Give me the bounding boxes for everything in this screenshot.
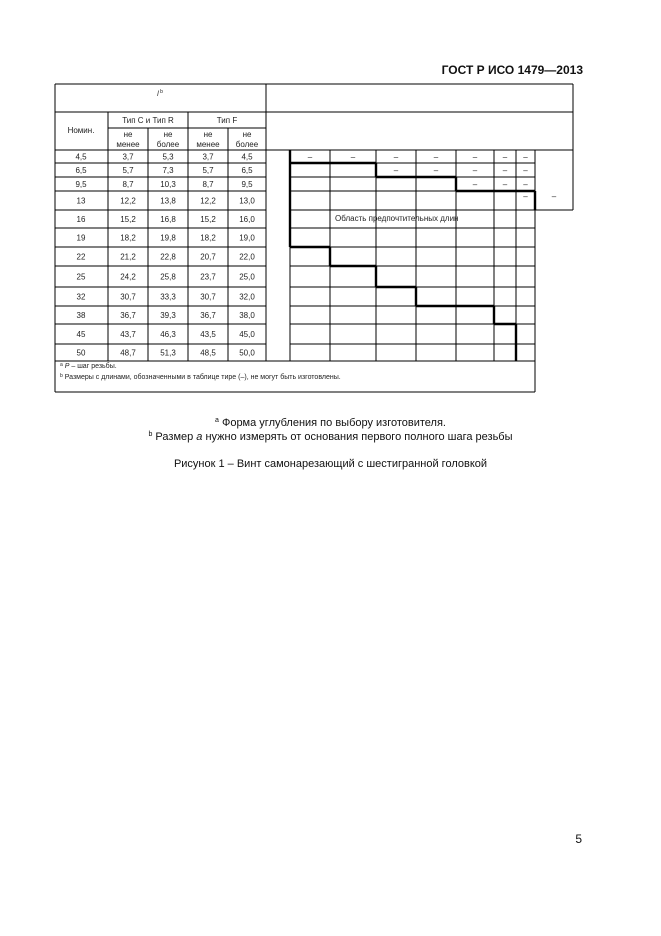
footnote-b <box>0 431 661 443</box>
cell-r4-c1: 15,2 <box>120 215 136 224</box>
table-note-b <box>60 373 341 381</box>
cell-r7-c0: 25 <box>76 272 86 282</box>
dimensions-table <box>0 0 661 420</box>
cell-r10-c0: 45 <box>76 330 86 339</box>
footnote-b-var: a <box>196 431 203 443</box>
cell-r0-c1: 3,7 <box>122 152 134 162</box>
cell-r1-c2: 7,3 <box>162 166 174 175</box>
col-header-min-0-line1: не <box>123 130 133 139</box>
cell-r5-c2: 19,8 <box>160 233 176 243</box>
cell-r3-c0: 13 <box>76 196 86 206</box>
dash-cell-15: – <box>523 192 528 201</box>
cell-r2-c1: 8,7 <box>122 180 134 189</box>
dash-cell-1: – <box>350 152 356 162</box>
figure-caption: Рисунок 1 – Винт самонарезающий с шестигранной головкой <box>173 458 488 470</box>
col-header-max-3-line1: не <box>242 130 252 139</box>
cell-r10-c2: 46,3 <box>160 330 176 339</box>
dash-cell-2: – <box>393 152 399 162</box>
cell-r0-c4: 4,5 <box>241 152 253 162</box>
col-header-min-2-line2: менее <box>196 140 220 149</box>
dash-cell-7: – <box>393 166 399 175</box>
dash-cell-0: – <box>307 152 313 162</box>
cell-r2-c0: 9,5 <box>75 180 87 189</box>
cell-r5-c1: 18,2 <box>120 233 136 243</box>
cell-r6-c4: 22,0 <box>239 252 255 262</box>
cell-r0-c2: 5,3 <box>162 152 174 162</box>
document-id: ГОСТ Р ИСО 1479—2013 <box>441 63 583 77</box>
dash-cell-4: – <box>472 152 478 162</box>
cell-r4-c3: 15,2 <box>200 215 216 224</box>
dash-cell-14: – <box>523 180 528 189</box>
footnote-a-marker: a <box>215 417 219 424</box>
cell-r11-c3: 48,5 <box>200 348 216 358</box>
col-header-max-1-line1: не <box>163 130 173 139</box>
dash-cell-5: – <box>502 152 508 162</box>
cell-r1-c4: 6,5 <box>241 166 253 175</box>
length-header-sup: b <box>158 89 163 95</box>
cell-r9-c1: 36,7 <box>120 311 136 320</box>
cell-r3-c3: 12,2 <box>200 196 216 206</box>
length-header: l $^b$ <box>157 89 163 98</box>
cell-r8-c3: 30,7 <box>200 292 216 302</box>
col-header-min-2-line1: не <box>203 130 213 139</box>
cell-r3-c4: 13,0 <box>239 196 255 206</box>
dash-cell-9: – <box>472 166 478 175</box>
cell-r7-c1: 24,2 <box>120 272 136 282</box>
cell-r9-c3: 36,7 <box>200 311 216 320</box>
col-header-nominal: Номин. <box>67 126 95 135</box>
dash-cell-3: – <box>433 152 439 162</box>
dash-cell-8: – <box>433 166 439 175</box>
cell-r7-c4: 25,0 <box>239 272 255 282</box>
col-header-min-0-line2: менее <box>116 140 140 149</box>
cell-r4-c0: 16 <box>76 215 86 224</box>
footnote-b-marker: b <box>148 431 153 438</box>
preferred-area-label: Область предпочтительных длин <box>335 214 459 223</box>
table-note-b-text: Размеры с длинами, обозначенными в таблице тире (–), не могут быть изготовлены. <box>62 374 341 381</box>
col-header-type-cr: Тип C и Тип R <box>122 116 174 125</box>
cell-r6-c0: 22 <box>76 252 86 262</box>
table-note-a-text: – шаг резьбы. <box>69 363 117 370</box>
dash-cell-12: – <box>472 180 478 189</box>
cell-r4-c4: 16,0 <box>239 215 255 224</box>
cell-r3-c2: 13,8 <box>160 196 176 206</box>
cell-r6-c1: 21,2 <box>120 252 136 262</box>
cell-r1-c1: 5,7 <box>122 166 134 175</box>
dash-cell-11: – <box>523 166 528 175</box>
cell-r11-c1: 48,7 <box>120 348 136 358</box>
table-note-b-marker: b <box>60 373 63 379</box>
dash-cell-13: – <box>502 180 508 189</box>
cell-r7-c3: 23,7 <box>200 272 216 282</box>
dash-cell-6: – <box>523 152 528 162</box>
cell-r0-c0: 4,5 <box>75 152 87 162</box>
col-header-type-f: Тип F <box>216 116 238 125</box>
table-note-a-var: P <box>62 363 70 370</box>
footnote-b-pre: Размер <box>152 431 197 443</box>
cell-r11-c4: 50,0 <box>239 348 255 358</box>
dash-cell-10: – <box>502 166 508 175</box>
table-note-a <box>60 362 117 370</box>
cell-r5-c3: 18,2 <box>200 233 216 243</box>
cell-r11-c0: 50 <box>76 348 86 358</box>
cell-r5-c0: 19 <box>76 233 86 243</box>
cell-r7-c2: 25,8 <box>160 272 176 282</box>
cell-r8-c2: 33,3 <box>160 292 176 302</box>
table-note-a-marker: a <box>60 362 63 368</box>
dash-cell-extra: – <box>551 192 557 201</box>
cell-r3-c1: 12,2 <box>120 196 136 206</box>
cell-r10-c1: 43,7 <box>120 330 136 339</box>
cell-r1-c3: 5,7 <box>202 166 214 175</box>
footnote-a <box>0 417 661 429</box>
cell-r9-c4: 38,0 <box>239 311 255 320</box>
cell-r8-c4: 32,0 <box>239 292 255 302</box>
cell-r9-c2: 39,3 <box>160 311 176 320</box>
cell-r4-c2: 16,8 <box>160 215 176 224</box>
cell-r8-c0: 32 <box>76 292 86 302</box>
footnote-a-text: Форма углубления по выбору изготовителя. <box>218 417 446 429</box>
cell-r2-c2: 10,3 <box>160 180 176 189</box>
cell-r8-c1: 30,7 <box>120 292 136 302</box>
cell-r5-c4: 19,0 <box>239 233 255 243</box>
cell-r10-c4: 45,0 <box>239 330 255 339</box>
cell-r6-c2: 22,8 <box>160 252 176 262</box>
col-header-max-1-line2: более <box>156 140 180 149</box>
page-number: 5 <box>575 832 582 846</box>
cell-r2-c4: 9,5 <box>241 180 253 189</box>
cell-r11-c2: 51,3 <box>160 348 176 358</box>
cell-r10-c3: 43,5 <box>200 330 216 339</box>
cell-r2-c3: 8,7 <box>202 180 214 189</box>
cell-r0-c3: 3,7 <box>202 152 214 162</box>
footnote-b-post: нужно измерять от основания первого полного шага резьбы <box>202 431 513 443</box>
cell-r1-c0: 6,5 <box>75 166 87 175</box>
col-header-max-3-line2: более <box>235 140 259 149</box>
cell-r9-c0: 38 <box>76 311 86 320</box>
cell-r6-c3: 20,7 <box>200 252 216 262</box>
